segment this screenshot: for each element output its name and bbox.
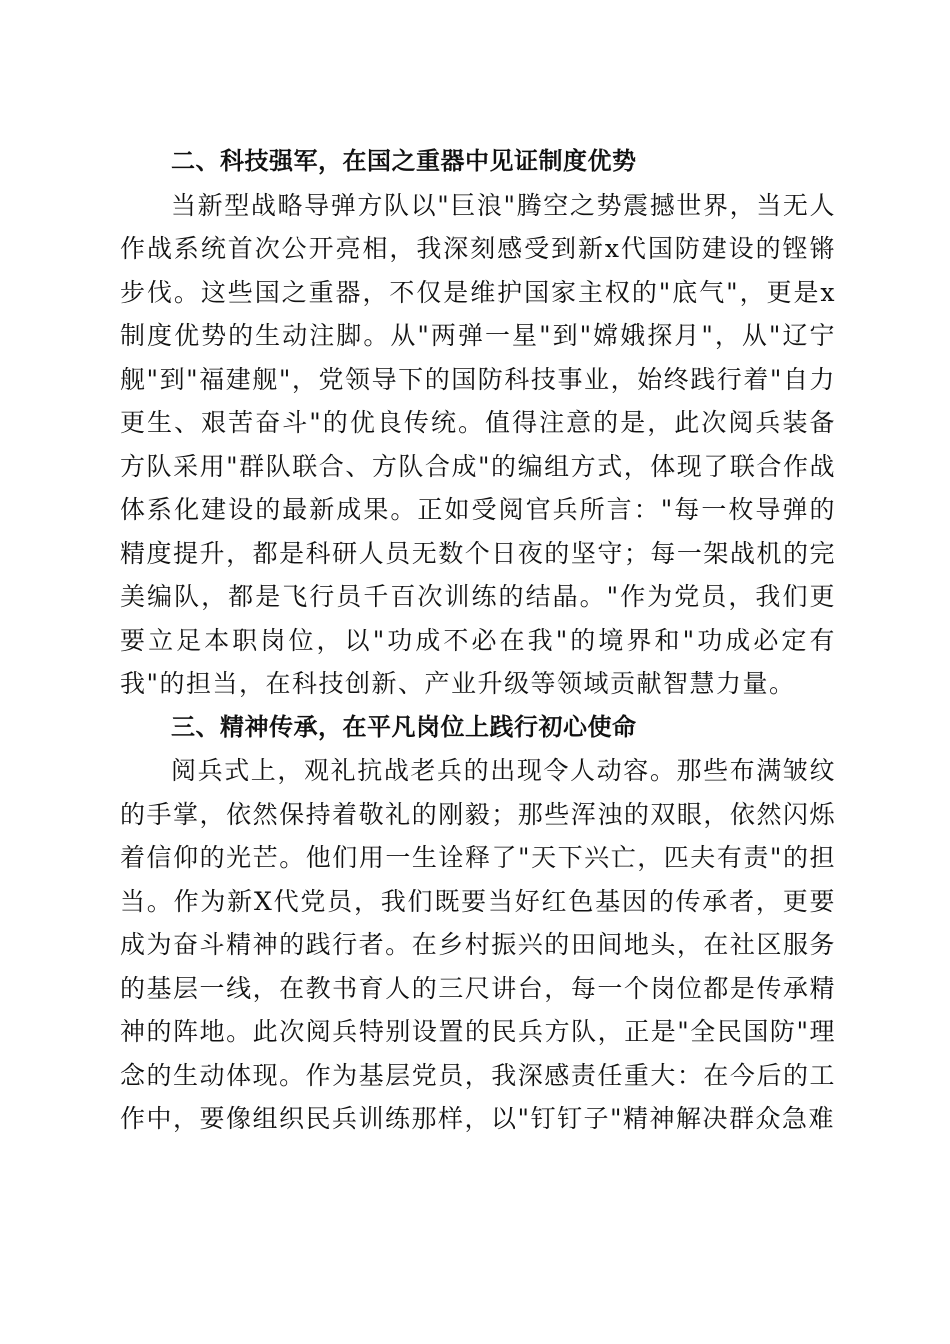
document-body <box>120 140 836 1141</box>
section-2-heading: 二、科技强军，在国之重器中见证制度优势 <box>171 147 637 175</box>
section-2-paragraph: 当新型战略导弹方队以"巨浪"腾空之势震撼世界，当无人作战系统首次公开亮相，我深刻感受到新x代国防建设的铿锵步伐。这些国之重器，不仅是维护国家主权的"底气"，更是x制度优势的生动注脚。从"两弹一星"到"嫦娥探月"，从"辽宁舰"到"福建舰"，党领导下的国防科技事业，始终践行着"自力更生、艰苦奋斗"的优良传统。值得注意的是，此次阅兵装备方队采用"群队联合、方队合成"的编组方式，体现了联合作战体系化建设的最新成果。正如受阅官兵所言："每一枚导弹的精度提升，都是科研人员无数个日夜的坚守；每一架战机的完美编队，都是飞行员千百次训练的结晶。"作为党员，我们更要立足本职岗位，以"功成不必在我"的境界和"功成必定有我"的担当，在科技创新、产业升级等领域贡献智慧力量。 <box>120 190 836 698</box>
section-3-heading: 三、精神传承，在平凡岗位上践行初心使命 <box>171 712 637 741</box>
section-3-paragraph: 阅兵式上，观礼抗战老兵的出现令人动容。那些布满皱纹的手掌，依然保持着敬礼的刚毅；那些浑浊的双眼，依然闪烁着信仰的光芒。他们用一生诠释了"天下兴亡，匹夫有责"的担当。作为新X代党员，我们既要当好红色基因的传承者，更要成为奋斗精神的践行者。在乡村振兴的田间地头，在社区服务的基层一线，在教书育人的三尺讲台，每一个岗位都是传承精神的阵地。此次阅兵特别设置的民兵方队，正是"全民国防"理念的生动体现。作为基层党员，我深感责任重大：在今后的工作中，要像组织民兵训练那样，以"钉钉子"精神解决群众急难 <box>120 756 836 1133</box>
